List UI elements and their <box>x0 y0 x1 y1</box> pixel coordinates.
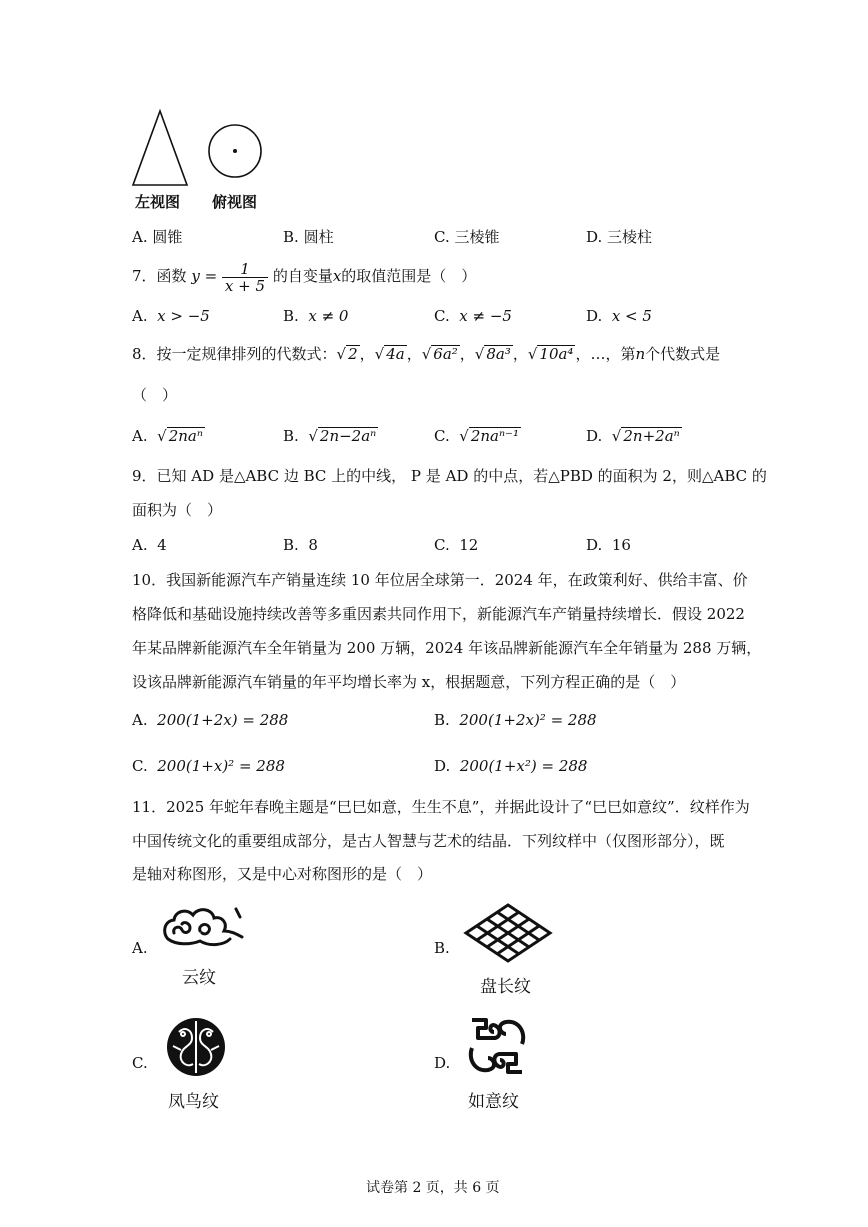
q11-caption-d: 如意纹 <box>468 1092 519 1112</box>
endless-knot-icon <box>462 902 554 964</box>
q8-option-a: A. √ 2naⁿ <box>132 427 203 445</box>
q10-option-c: C. 200(1+x)² = 288 <box>132 757 285 775</box>
q10-option-a: A. 200(1+2x) = 288 <box>132 711 289 729</box>
q10-option-d: D. 200(1+x²) = 288 <box>434 757 588 775</box>
page-footer: 试卷第 2 页，共 6 页 <box>366 1180 500 1196</box>
q9-option-b: B. 8 <box>283 536 318 554</box>
q11-option-d-letter: D. <box>434 1054 451 1072</box>
q6-option-d: D. 三棱柱 <box>586 228 653 246</box>
q10-option-b: B. 200(1+2x)² = 288 <box>434 711 597 729</box>
q8-option-b: B. √ 2n−2aⁿ <box>283 427 377 445</box>
q7-option-c: C. x ≠ −5 <box>434 307 512 325</box>
q9-line-1: 9．已知 AD 是△ABC 边 BC 上的中线， P 是 AD 的中点，若△PBD 的面积为 2，则△ABC 的 <box>132 467 767 485</box>
q7-option-a: A. x > −5 <box>132 307 210 325</box>
q6-option-a: A. 圆锥 <box>132 228 183 246</box>
q9-line-2: 面积为（ ） <box>132 501 223 519</box>
q9-option-c: C. 12 <box>434 536 479 554</box>
q9-option-a: A. 4 <box>132 536 167 554</box>
q8-paren: （ ） <box>132 386 178 404</box>
q7-stem: 7．函数 y = $\frac{1}{x + 5}$ 的自变量x的取值范围是（ ） <box>132 259 477 295</box>
q11-caption-c: 凤鸟纹 <box>168 1092 219 1112</box>
phoenix-pattern-icon <box>165 1016 227 1078</box>
q8-stem: 8．按一定规律排列的代数式：√ 2 ，√ 4a ，√ 6a² ，√ 8a³ ，√ 10a⁴ ，…，第n个代数式是 <box>132 345 721 363</box>
q11-option-b-letter: B. <box>434 939 450 957</box>
top-view-circle <box>206 122 266 182</box>
left-view-triangle <box>130 108 190 188</box>
q11-line-3: 是轴对称图形，又是中心对称图形的是（ ） <box>132 865 433 883</box>
q11-option-c-letter: C. <box>132 1054 148 1072</box>
q10-line-4: 设该品牌新能源汽车销量的年平均增长率为 x，根据题意，下列方程正确的是（ ） <box>132 673 686 691</box>
q11-line-1: 11．2025 年蛇年春晚主题是“巳巳如意，生生不息”，并据此设计了“巳巳如意纹”．纹样作为 <box>132 798 750 816</box>
q9-option-d: D. 16 <box>586 536 631 554</box>
q11-caption-a: 云纹 <box>182 968 216 988</box>
ruyi-pattern-icon <box>464 1014 530 1078</box>
q7-option-b: B. x ≠ 0 <box>283 307 349 325</box>
q6-option-b: B. 圆柱 <box>283 228 334 246</box>
q11-option-a-letter: A. <box>132 939 148 957</box>
q7-fraction: $\frac{1}{x + 5}$ <box>222 261 268 294</box>
q11-line-2: 中国传统文化的重要组成部分，是古人智慧与艺术的结晶．下列纹样中（仅图形部分），既 <box>132 832 725 850</box>
q7-option-d: D. x < 5 <box>586 307 652 325</box>
q8-option-c: C. √ 2naⁿ⁻¹ <box>434 427 519 445</box>
q8-option-d: D. √ 2n+2aⁿ <box>586 427 680 445</box>
q6-option-c: C. 三棱锥 <box>434 228 500 246</box>
left-view-label: 左视图 <box>135 193 181 211</box>
q10-line-3: 年某品牌新能源汽车全年销量为 200 万辆，2024 年该品牌新能源汽车全年销量为 288 万辆， <box>132 639 762 657</box>
q10-line-1: 10．我国新能源汽车产销量连续 10 年位居全球第一．2024 年，在政策利好、供给丰富、价 <box>132 571 748 589</box>
top-view-label: 俯视图 <box>212 193 258 211</box>
cloud-pattern-icon <box>160 903 246 953</box>
q11-caption-b: 盘长纹 <box>480 977 531 997</box>
q10-line-2: 格降低和基础设施持续改善等多重因素共同作用下，新能源汽车产销量持续增长．假设 2022 <box>132 605 745 623</box>
